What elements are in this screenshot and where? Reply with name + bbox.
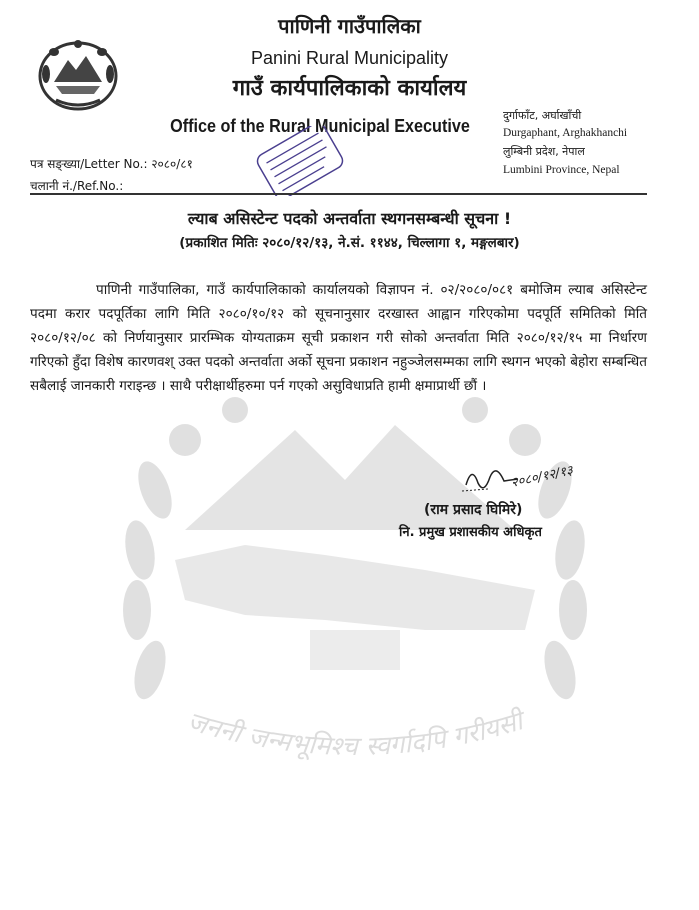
signer-title: नि. प्रमुख प्रशासकीय अधिकृत (399, 525, 542, 540)
notice-publish-date: (प्रकाशित मितिः २०८०/१२/१३, ने.सं. ११४४, चिल्लागा १, मङ्गलबार) (179, 235, 520, 251)
signer-name: (राम प्रसाद घिमिरे) (424, 502, 523, 518)
office-stamp-icon (248, 126, 352, 196)
nepal-emblem-watermark-icon (95, 330, 615, 890)
office-name-english: Office of the Rural Municipal Executive (170, 116, 470, 136)
reference-number: चलानी नं./Ref.No.: (30, 179, 124, 193)
address-nepali-line-2: लुम्बिनी प्रदेश, नेपाल (503, 145, 585, 158)
address-nepali-line-1: दुर्गाफाँट, अर्घाखाँची (503, 109, 582, 122)
municipality-name-english: Panini Rural Municipality (250, 48, 449, 68)
letter-number: पत्र सङ्ख्या/Letter No.: २०८०/८१ (30, 157, 193, 171)
notice-body: पाणिनी गाउँपालिका, गाउँ कार्यपालिकाको कार्यालयको विज्ञापन नं. ०२/२०८०/०८१ बमोजिम ल्याब असिस्टेन्ट पदमा करार पदपूर्तिका लागि मिति २०८०/१०/१२ को सूचनानुसार दरखास्त आह्वान गरिएकोमा पदपूर्ति समितिको मिति २०८०/१२/०८ को निर्णयानुसार प्रारम्भिक योग्यताक्रम सूची प्रकाशन गरी सोको अन्तर्वाता मिति २०८०/१२/१५ मा निर्धारण गरिएको हुँदा विशेष कारणवश् उक्त पदको अन्तर्वाता अर्को सूचना प्रकाशन नहुञ्जेलसम्मका लागि स्थगन भएको बेहोरा सम्बन्धित सबैलाई जानकारी गराइन्छ । साथै परीक्षार्थीहरुमा पर्न गएको असुविधाप्रति हामी क्षमाप्रार्थी छौं । (30, 282, 647, 394)
address-english-line-2: Lumbini Province, Nepal (503, 164, 620, 176)
municipality-name-nepali: पाणिनी गाउँपालिका (278, 14, 421, 38)
signature-date: २०८०/१२/१३ (509, 463, 575, 491)
svg-text:जननी जन्मभूमिश्च स्वर्गादपि गर (184, 704, 531, 762)
office-name-nepali: गाउँ कार्यपालिकाको कार्यालय (232, 76, 467, 101)
notice-title: ल्याब असिस्टेन्ट पदको अन्तर्वाता स्थगनसम्बन्धी सूचना ! (187, 209, 512, 228)
handwritten-signature-icon (458, 455, 588, 505)
header-divider (30, 193, 647, 195)
motto-text: जननी जन्मभूमिश्च स्वर्गादपि गरीयसी (183, 706, 527, 763)
address-english-line-1: Durgaphant, Arghakhanchi (503, 127, 628, 139)
